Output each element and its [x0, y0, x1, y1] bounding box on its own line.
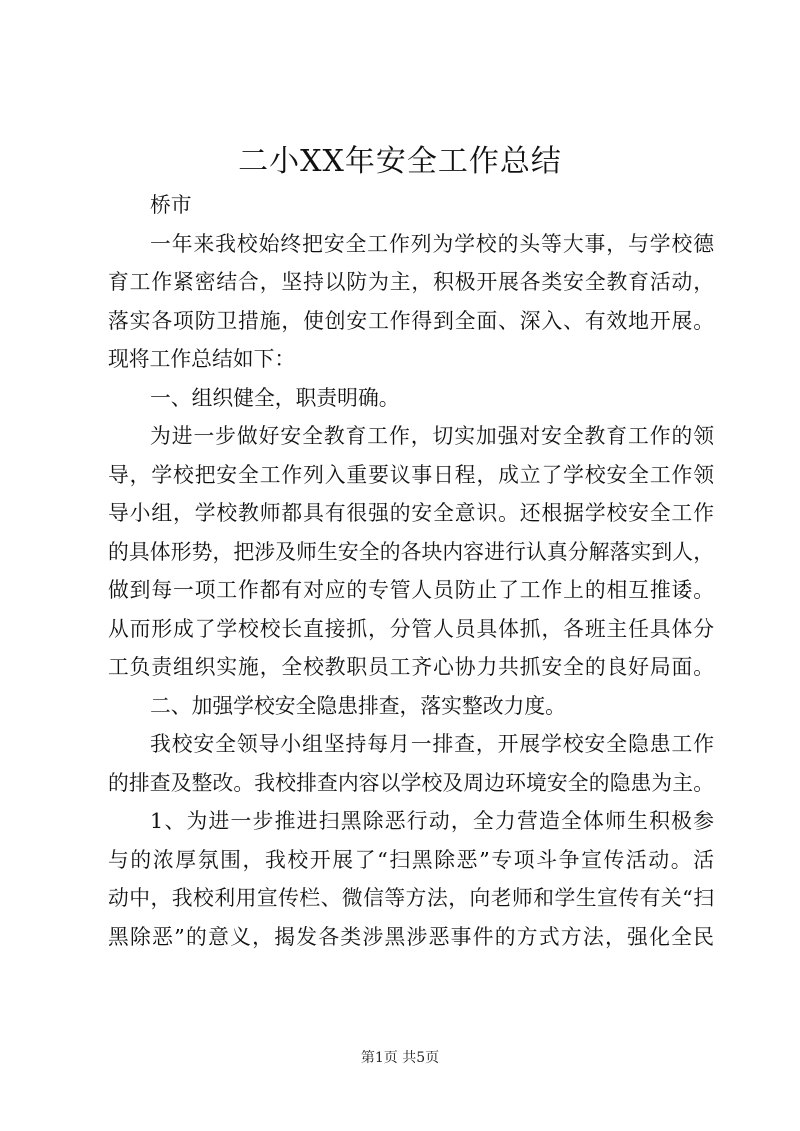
- paragraph-line: 一年来我校始终把安全工作列为学校的头等大事，与学校德: [150, 231, 714, 256]
- section-heading: 二、加强学校安全隐患排查，落实整改力度。: [150, 693, 566, 718]
- paragraph-line: 与的浓厚氛围，我校开展了“扫黑除恶”专项斗争宣传活动。活: [108, 847, 714, 872]
- paragraph-line: 动中，我校利用宣传栏、微信等方法，向老师和学生宣传有关“扫: [108, 886, 714, 910]
- paragraph-line: 现将工作总结如下：: [108, 347, 296, 371]
- paragraph-line: 做到每一项工作都有对应的专管人员防止了工作上的相互推诿。: [108, 578, 714, 602]
- paragraph-line: 我校安全领导小组坚持每月一排查，开展学校安全隐患工作: [150, 732, 714, 756]
- document-body: [108, 186, 714, 956]
- paragraph-line: 育工作紧密结合，坚持以防为主，积极开展各类安全教育活动，: [108, 270, 714, 294]
- paragraph-line: 工负责组织实施，全校教职员工齐心协力共抓安全的良好局面。: [108, 655, 714, 679]
- paragraph-line: 的排查及整改。我校排查内容以学校及周边环境安全的隐患为主。: [108, 770, 714, 795]
- paragraph-line: 导小组，学校教师都具有很强的安全意识。还根据学校安全工作: [108, 501, 714, 525]
- page-number-footer: 第1页 共5页: [360, 1050, 440, 1066]
- document-title: 二小XX年安全工作总结: [238, 144, 562, 179]
- paragraph-line: 1、为进一步推进扫黑除恶行动，全力营造全体师生积极参: [150, 809, 714, 833]
- paragraph-line: 导，学校把安全工作列入重要议事日程，成立了学校安全工作领: [108, 462, 714, 487]
- section-heading: 一、组织健全，职责明确。: [150, 385, 400, 410]
- paragraph-line: 从而形成了学校校长直接抓，分管人员具体抓，各班主任具体分: [108, 616, 714, 641]
- paragraph-line: 的具体形势，把涉及师生安全的各块内容进行认真分解落实到人，: [108, 539, 714, 564]
- paragraph-line: 黑除恶”的意义，揭发各类涉黑涉恶事件的方式方法，强化全民: [108, 924, 714, 949]
- paragraph-line: 落实各项防卫措施，使创安工作得到全面、深入、有效地开展。: [108, 308, 714, 333]
- author-line: 桥市: [150, 193, 192, 217]
- paragraph-line: 为进一步做好安全教育工作，切实加强对安全教育工作的领: [150, 424, 714, 448]
